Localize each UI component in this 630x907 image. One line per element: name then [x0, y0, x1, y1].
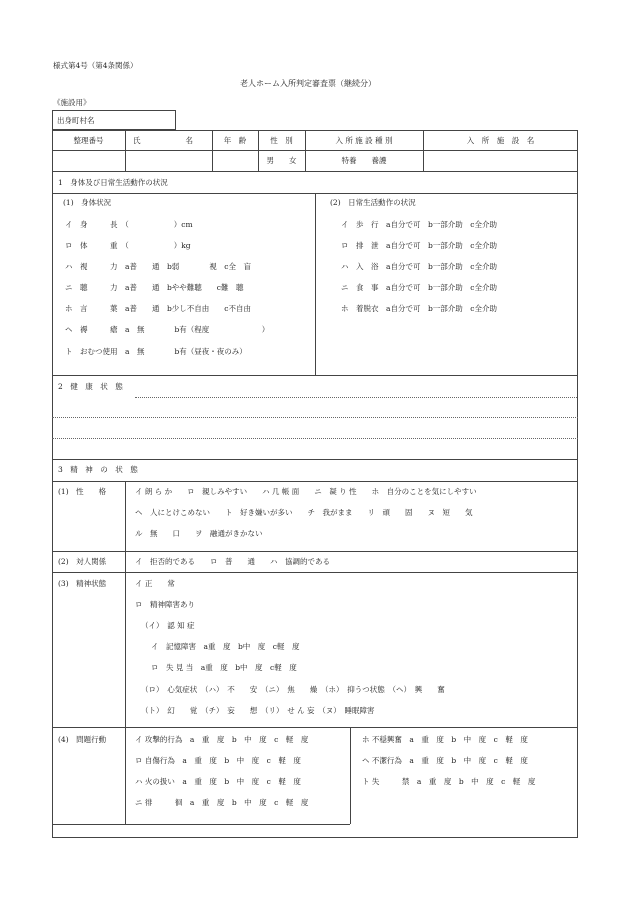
col-facility-name: 入 所 施 設 名: [466, 136, 535, 145]
section3-title: 3 精 神 の 状 態: [58, 465, 138, 474]
behavior-item: イ 攻撃的行為 a 重 度 b 中 度 c 軽 度: [135, 735, 309, 744]
mental-line: （ロ） 心気症状 （ハ） 不 安 （ニ） 焦 燥 （ホ） 抑うつ状態 （ヘ） 興 奮: [141, 685, 445, 694]
behavior-item: ホ 不穏興奮 a 重 度 b 中 度 c 軽 度: [362, 735, 528, 744]
mental-line: （イ） 認 知 症: [141, 621, 195, 630]
origin-label: 出身町村名: [57, 116, 95, 125]
personality-line: イ 朗 ら か ロ 親しみやすい ハ 几 帳 面 ニ 凝 り 性 ホ 自分のことを気にしやすい: [135, 487, 477, 496]
mental-line: イ 正 常: [135, 579, 175, 588]
col-age: 年 齢: [223, 136, 247, 145]
facility-type-options: 特養 養護: [341, 156, 387, 165]
body-item: ロ 体 重 （ ）kg: [65, 241, 191, 250]
mental-line: （ト） 幻 覚 （チ） 妄 想 （リ） せ ん 妄 （ヌ） 睡眠障害: [141, 706, 375, 715]
adl-item: ホ 着脱衣 a自分で可 b一部介助 c全介助: [341, 304, 497, 313]
mental-line: ロ 精神障害あり: [135, 600, 195, 609]
behavior-item: ト 失 禁 a 重 度 b 中 度 c 軽 度: [362, 777, 536, 786]
behavior-item: ハ 火の扱い a 重 度 b 中 度 c 軽 度: [135, 777, 301, 786]
behavior-item: ロ 自傷行為 a 重 度 b 中 度 c 軽 度: [135, 756, 301, 765]
relations-label: (2) 対人関係: [58, 557, 107, 566]
col-number: 整理番号: [73, 136, 104, 145]
section1-title: 1 身体及び日常生活動作の状況: [58, 178, 168, 187]
body-item: ヘ 褥 瘡 a 無 b有（程度 ）: [65, 325, 270, 334]
body-item: ト おむつ使用 a 無 b有（昼夜・夜のみ）: [65, 347, 247, 356]
personality-line: ル 無 口 ヲ 融通がきかない: [135, 529, 263, 538]
mental-line: ロ 失 見 当 a重 度 b中 度 c軽 度: [151, 663, 297, 672]
mental-label: (3) 精神状態: [58, 579, 107, 588]
body-item: ハ 視 力 a普 通 b弱 視 c全 盲: [65, 262, 251, 271]
mental-line: イ 記憶障害 a重 度 b中 度 c軽 度: [151, 642, 300, 651]
relations-options: イ 拒否的である ロ 普 通 ハ 協調的である: [135, 557, 330, 566]
facility-use-label: 《施設用》: [53, 98, 91, 107]
col-name: 氏 名: [133, 136, 193, 145]
page-title: 老人ホーム入所判定審査票（継続分）: [240, 79, 376, 88]
adl-item: イ 歩 行 a自分で可 b一部介助 c全介助: [341, 220, 497, 229]
section2-title: 2 健 康 状 態: [58, 382, 123, 391]
body-item: ニ 聴 力 a普 通 bやや難聴 c難 聴: [65, 283, 244, 292]
form-number: 様式第4号（第4条関係）: [53, 61, 138, 70]
behavior-item: ヘ 不潔行為 a 重 度 b 中 度 c 軽 度: [362, 756, 528, 765]
behavior-label: (4) 問題行動: [58, 735, 107, 744]
body-item: イ 身 長 （ ）cm: [65, 220, 193, 229]
col-gender: 性 別: [270, 136, 293, 145]
adl-title: (2) 日常生活動作の状況: [330, 198, 416, 207]
adl-item: ハ 入 浴 a自分で可 b一部介助 c全介助: [341, 262, 497, 271]
body-status-title: (1) 身体状況: [63, 198, 112, 207]
personality-label: (1) 性 格: [58, 487, 107, 496]
adl-item: ロ 排 泄 a自分で可 b一部介助 c全介助: [341, 241, 497, 250]
behavior-item: ニ 徘 徊 a 重 度 b 中 度 c 軽 度: [135, 798, 309, 807]
adl-item: ニ 食 事 a自分で可 b一部介助 c全介助: [341, 283, 497, 292]
personality-line: ヘ 人にとけこめない ト 好き嫌いが多い チ 我がまま リ 頑 固 ヌ 短 気: [135, 508, 473, 517]
col-facility-type: 入 所 施 設 種 別: [335, 136, 393, 145]
origin-box: [52, 110, 176, 130]
gender-options: 男 女: [266, 156, 297, 165]
body-item: ホ 言 葉 a普 通 b少し不自由 c不自由: [65, 304, 251, 313]
